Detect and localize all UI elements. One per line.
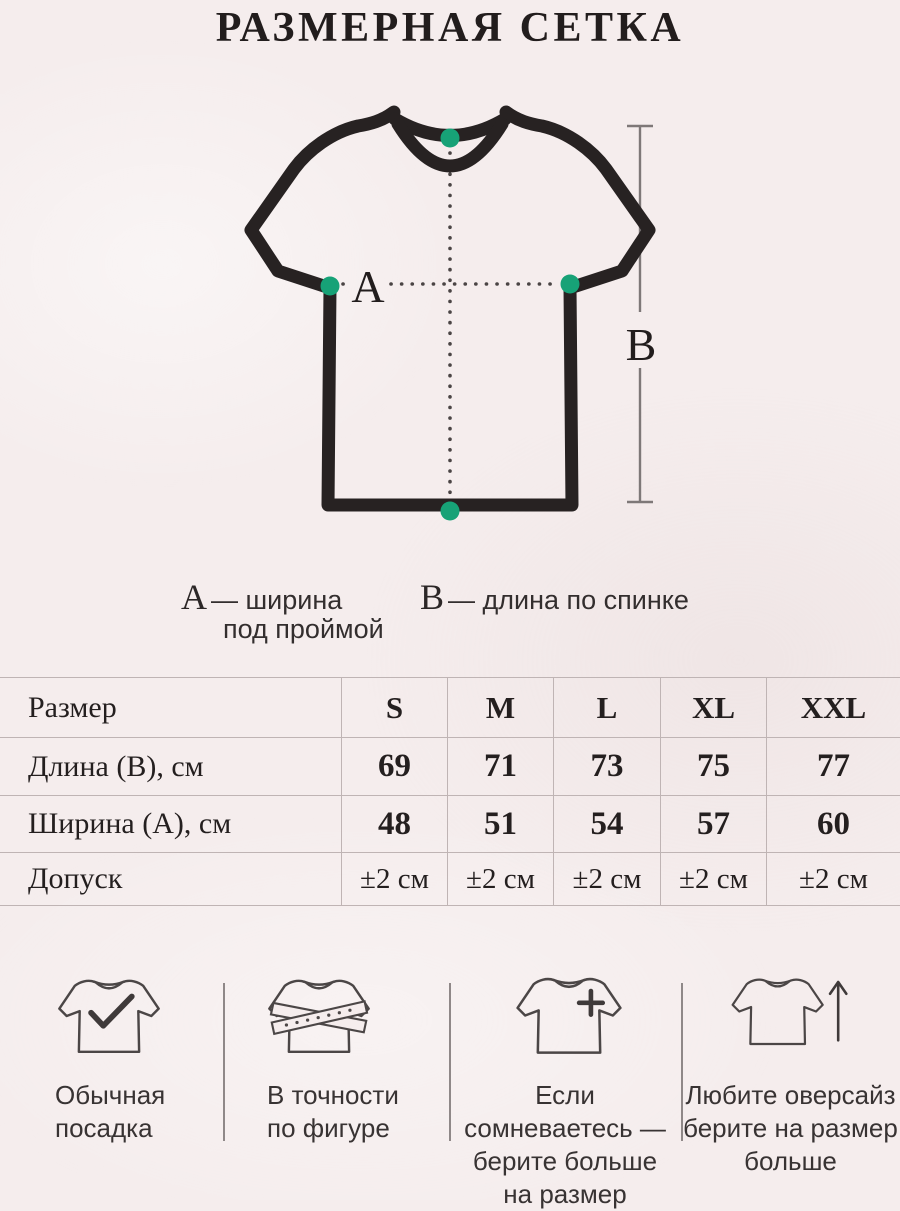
tshirt-check-icon xyxy=(52,970,166,1062)
table-cell: 60 xyxy=(766,795,900,852)
tshirt-tape-icon xyxy=(262,970,376,1062)
guide-caption xyxy=(55,1079,165,1145)
table-cell: 71 xyxy=(447,737,553,795)
table-cell: 51 xyxy=(447,795,553,852)
table-header-size-l: L xyxy=(553,678,660,737)
table-header-size-xl: XL xyxy=(660,678,766,737)
caption-line: берите на размер xyxy=(683,1113,898,1143)
table-cell: 57 xyxy=(660,795,766,852)
caption-line: Любите оверсайз xyxy=(685,1080,896,1110)
table-header-size-xxl: XXL xyxy=(766,678,900,737)
guide-caption xyxy=(683,1079,898,1178)
table-row-label-width: Ширина (А), см xyxy=(0,795,341,852)
legend-a-line2: под проймой xyxy=(223,614,384,644)
caption-line: Обычная xyxy=(55,1080,166,1110)
length-measure-line-b xyxy=(627,126,653,502)
table-header-size-s: S xyxy=(341,678,447,737)
caption-line: больше xyxy=(744,1146,837,1176)
table-cell: ±2 см xyxy=(447,852,553,905)
guide-divider xyxy=(223,983,225,1141)
table-cell: 75 xyxy=(660,737,766,795)
diagram-label-a: А xyxy=(351,261,385,312)
caption-line: посадка xyxy=(55,1113,153,1143)
tshirt-arrow-icon xyxy=(726,970,850,1053)
legend-a-letter: А xyxy=(181,577,207,617)
measure-point-left-armpit xyxy=(321,277,340,296)
diagram-label-b: В xyxy=(625,319,657,370)
measure-point-neck xyxy=(441,129,460,148)
measure-point-right-armpit xyxy=(561,275,580,294)
table-cell: 73 xyxy=(553,737,660,795)
legend-b-letter: В xyxy=(420,577,445,617)
legend-b-line xyxy=(420,576,689,618)
caption-line: берите больше xyxy=(472,1146,658,1176)
guide-caption xyxy=(449,1079,681,1211)
table-header-size-m: M xyxy=(447,678,553,737)
up-arrow xyxy=(830,982,846,1040)
table-row-label-length: Длина (В), см xyxy=(0,737,341,795)
legend-a-line1 xyxy=(181,576,342,618)
table-cell: 77 xyxy=(766,737,900,795)
size-table xyxy=(0,677,900,906)
table-header-label: Размер xyxy=(28,690,117,724)
table-cell: ±2 см xyxy=(341,852,447,905)
table-row-label-tolerance: Допуск xyxy=(0,852,341,905)
tshirt-outline xyxy=(251,112,649,505)
measure-point-hem xyxy=(441,502,460,521)
guide-caption xyxy=(267,1079,399,1145)
caption-line: В точности xyxy=(267,1080,399,1110)
table-cell: ±2 см xyxy=(553,852,660,905)
table-cell: ±2 см xyxy=(766,852,900,905)
tshirt-plus-icon xyxy=(510,968,628,1063)
table-cell: 69 xyxy=(341,737,447,795)
table-cell: 48 xyxy=(341,795,447,852)
page-title: РАЗМЕРНАЯ СЕТКА xyxy=(215,5,685,51)
caption-line: на размер xyxy=(503,1179,627,1209)
legend-a-text: — ширина xyxy=(211,585,343,615)
caption-line: по фигуре xyxy=(267,1113,390,1143)
legend-b-text: — длина по спинке xyxy=(448,585,689,615)
caption-line: Если сомневаетесь — xyxy=(464,1080,666,1143)
table-cell: ±2 см xyxy=(660,852,766,905)
table-cell: 54 xyxy=(553,795,660,852)
